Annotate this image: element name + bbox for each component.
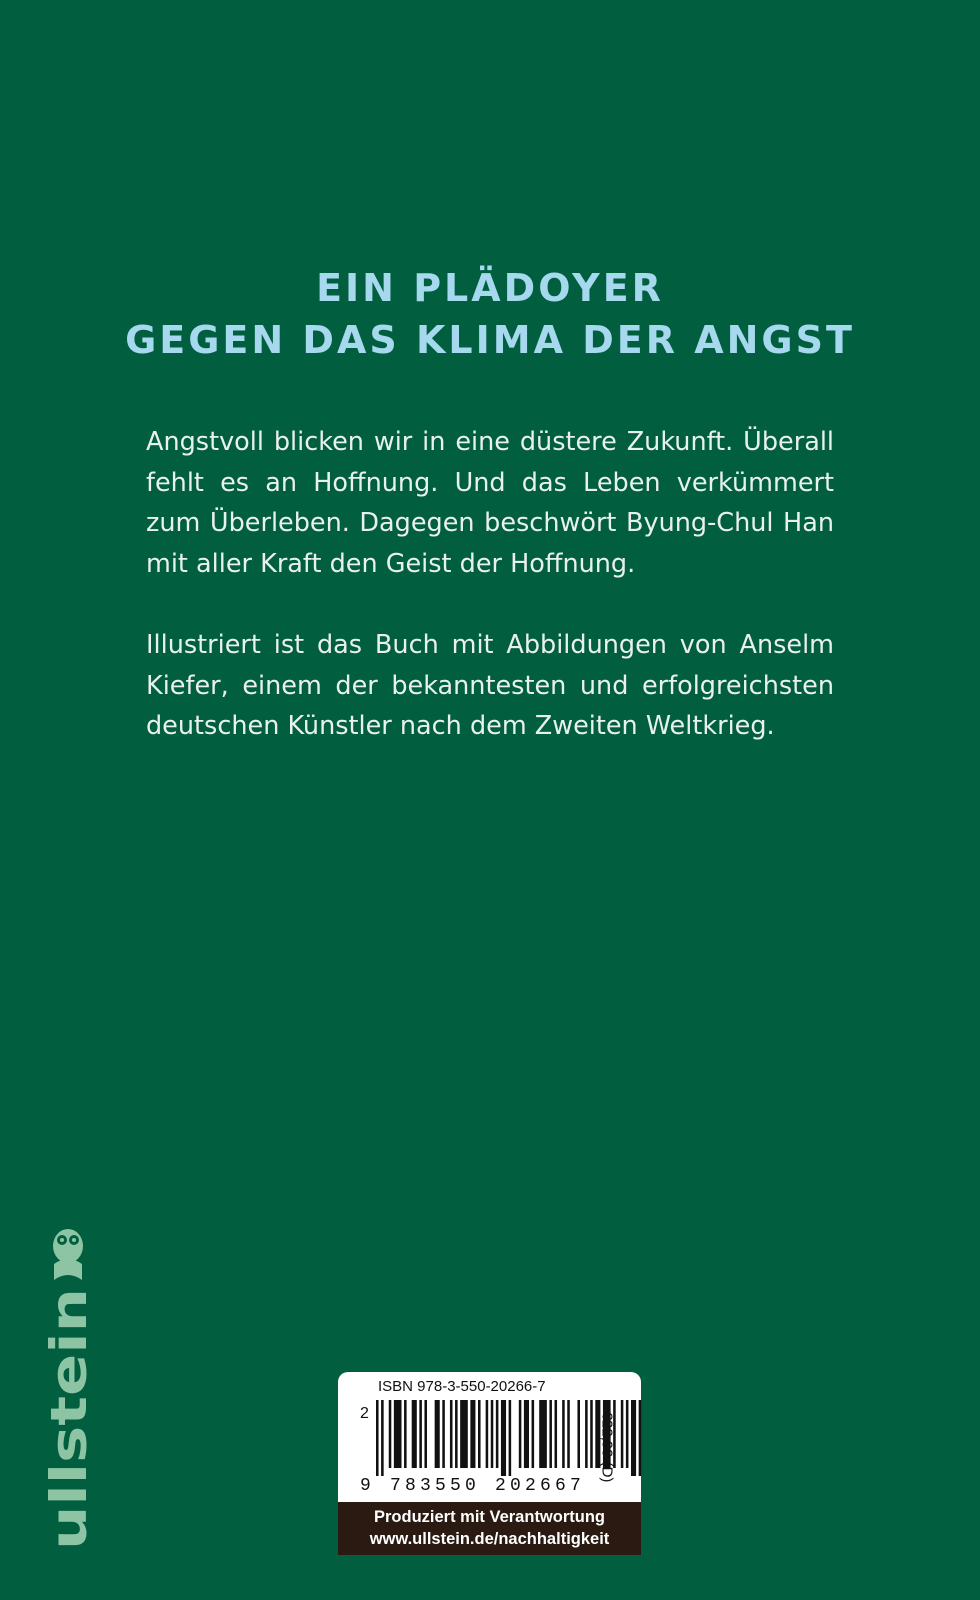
barcode-bar [460,1400,468,1468]
sustainability-band [338,1502,641,1555]
barcode-bar [424,1400,427,1468]
headline-line-1: EIN PLÄDOYER [316,266,664,310]
price-text: €22,99 (D) [598,1411,616,1483]
barcode-bars [376,1400,594,1476]
barcode-bar [486,1400,489,1468]
barcode-bar [539,1400,547,1468]
headline [0,262,980,366]
imprint-line-1: Produziert mit Verantwortung [373,1508,606,1526]
headline-line-2: GEGEN DAS KLIMA DER ANGST [125,318,855,362]
barcode-bar [524,1400,529,1468]
ullstein-wordmark: ullstein [40,1339,98,1550]
barcode-first-digit: 2 [360,1405,369,1422]
barcode-bar [501,1400,506,1476]
barcode-bar [549,1400,552,1468]
isbn-text: ISBN 978-3-550-20266-7 [378,1378,546,1395]
barcode-bar [519,1400,522,1468]
barcode-bar [496,1400,499,1468]
barcode-bar [509,1400,512,1476]
barcode-bar [585,1400,588,1468]
price-label [595,1406,619,1488]
barcode-digits: 9 783550 202667 [360,1476,586,1496]
barcode-bar [381,1400,384,1476]
owl-icon [53,1229,83,1280]
barcode-bar [470,1400,475,1468]
barcode-bar [621,1400,624,1468]
barcode-label [338,1372,641,1555]
barcode-bar [450,1400,453,1468]
barcode-bar [555,1400,558,1468]
barcode-bar [419,1400,422,1468]
blurb-paragraph-2: Illustriert ist das Buch mit Abbildungen von Anselm Kiefer, einem der bekanntesten und erfolgreichsten deutschen Künstler nach dem Zweiten Weltkrieg. [146,630,834,741]
imprint-line-2: www.ullstein.de/nachhaltigkeit [369,1530,610,1548]
barcode-bar [639,1400,642,1476]
ullstein-logo [40,1220,98,1556]
barcode-bar [532,1400,535,1468]
barcode-bar [394,1400,402,1468]
blurb-paragraph-1: Angstvoll blicken wir in eine düstere Zukunft. Überall fehlt es an Hoffnung. Und das Leben verkümmert zum Überleben. Dagegen beschwört Byung-Chul Han mit aller Kraft den Geist der Hoffnung. [146,427,834,579]
barcode-bar [435,1400,440,1468]
barcode-bar [577,1400,580,1468]
barcode-bar [590,1400,593,1468]
barcode-bar [389,1400,392,1468]
barcode-bar [491,1400,494,1468]
barcode-bar [404,1400,407,1468]
barcode-bar [412,1400,417,1468]
barcode-bar [567,1400,570,1468]
barcode-bar [562,1400,565,1468]
barcode-bar [442,1400,445,1468]
barcode-bar [376,1400,379,1476]
barcode-bar [626,1400,629,1468]
barcode-bar [478,1400,481,1468]
barcode-bar [455,1400,458,1468]
barcode-bar [631,1400,636,1476]
